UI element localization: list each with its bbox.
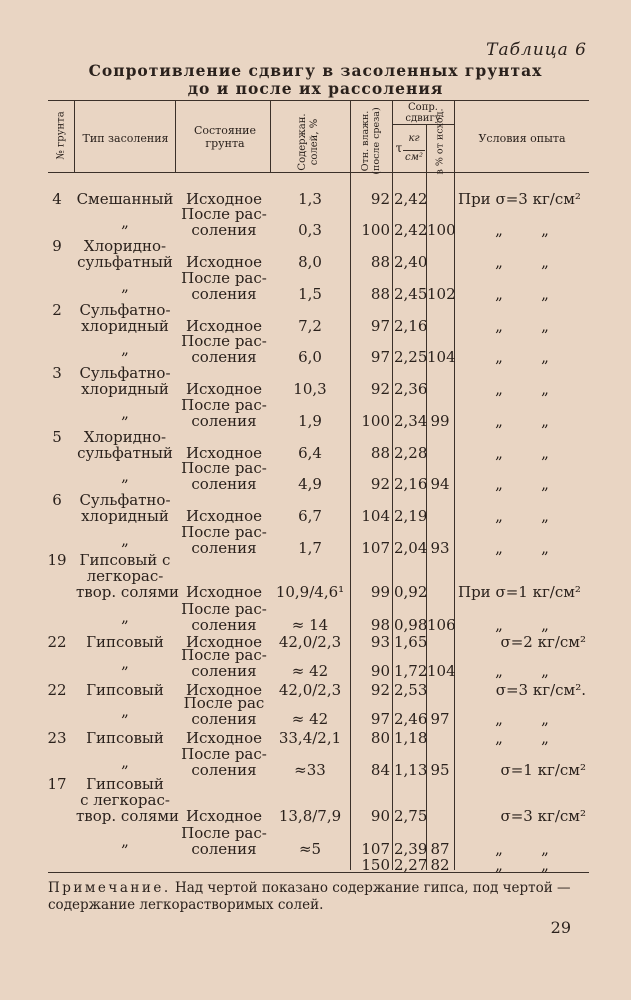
salt-content: 7,2 <box>298 317 322 335</box>
header-shear: Сопр. сдвигу <box>405 102 441 124</box>
test-conditions: „ „ <box>495 412 549 430</box>
percent-of-initial: 104 <box>427 662 456 680</box>
shear-resistance: 2,42 <box>394 190 428 208</box>
test-conditions: σ=3 кг/см². <box>495 681 586 699</box>
relative-humidity: 98 <box>370 616 390 634</box>
soil-state: соления <box>191 475 257 493</box>
salinity-type: хлоридный <box>81 507 169 525</box>
header-state: Состояние грунта <box>193 124 257 150</box>
soil-number: 23 <box>47 729 67 747</box>
soil-state: После рас- <box>181 824 267 842</box>
shear-resistance: 2,16 <box>394 475 428 493</box>
table-subtitle: до и после их рассоления <box>187 79 444 98</box>
salinity-type: „ <box>121 340 129 358</box>
percent-of-initial: 93 <box>430 539 450 557</box>
header-tau-unit-den: см² <box>403 150 425 164</box>
soil-state: После рас- <box>181 745 267 763</box>
relative-humidity: 93 <box>370 633 390 651</box>
soil-state: Исходное <box>185 633 263 651</box>
soil-state: После рас- <box>181 523 267 541</box>
header-tau: τ <box>395 141 403 155</box>
test-conditions: „ „ <box>495 616 549 634</box>
soil-number: 19 <box>47 551 67 569</box>
test-conditions: σ=3 кг/см² <box>500 807 586 825</box>
soil-state: соления <box>191 285 257 303</box>
col-line <box>74 100 75 172</box>
salinity-type: „ <box>121 531 129 549</box>
shear-resistance: 2,39 <box>394 840 428 858</box>
salinity-type: Хлоридно- <box>83 237 167 255</box>
test-conditions: „ „ <box>495 856 549 874</box>
footnote-text: Над чертой показано содержание гипса, под чертой — содержание легкорастворимых солей. <box>48 880 571 913</box>
test-conditions: „ „ <box>495 840 549 858</box>
relative-humidity: 92 <box>370 380 390 398</box>
relative-humidity: 90 <box>370 807 390 825</box>
shear-resistance: 2,34 <box>394 412 428 430</box>
salt-content: 10,3 <box>293 380 327 398</box>
percent-of-initial: 104 <box>427 348 456 366</box>
shear-resistance: 2,16 <box>394 317 428 335</box>
salt-content: 4,9 <box>298 475 322 493</box>
test-conditions: „ „ <box>495 475 549 493</box>
test-conditions: „ „ <box>495 317 549 335</box>
soil-state: Исходное <box>185 317 263 335</box>
shear-resistance: 2,28 <box>394 444 428 462</box>
soil-number: 4 <box>52 190 62 208</box>
salinity-type: „ <box>121 702 129 720</box>
salt-content: 42,0/2,3 <box>278 633 342 651</box>
shear-resistance: 1,65 <box>394 633 428 651</box>
test-conditions: σ=2 кг/см² <box>500 633 586 651</box>
salinity-type: твор. солями <box>76 807 180 825</box>
salinity-type: хлоридный <box>81 380 169 398</box>
shear-resistance: 2,27 <box>394 856 428 874</box>
salt-content: 42,0/2,3 <box>278 681 342 699</box>
relative-humidity: 80 <box>370 729 390 747</box>
salinity-type: хлоридный <box>81 317 169 335</box>
salinity-type: с легкорас- <box>80 791 170 809</box>
soil-state: После рас- <box>181 269 267 287</box>
col-line <box>270 100 271 172</box>
soil-number: 5 <box>52 428 62 446</box>
salt-content: 6,7 <box>298 507 322 525</box>
salt-content: 1,7 <box>298 539 322 557</box>
relative-humidity: 97 <box>370 710 390 728</box>
soil-state: соления <box>191 710 257 728</box>
salinity-type: „ <box>121 832 129 850</box>
salinity-type: Гипсовый <box>86 775 164 793</box>
soil-state: После рас- <box>181 600 267 618</box>
salt-content: ≈5 <box>298 840 322 858</box>
relative-humidity: 99 <box>370 583 390 601</box>
relative-humidity: 92 <box>370 190 390 208</box>
soil-state: После рас- <box>181 646 267 664</box>
test-conditions: „ „ <box>495 221 549 239</box>
relative-humidity: 97 <box>370 317 390 335</box>
shear-resistance: 2,42 <box>394 221 428 239</box>
percent-of-initial: 100 <box>427 221 456 239</box>
soil-state: соления <box>191 662 257 680</box>
footnote-label: Примечание. <box>48 880 171 896</box>
salinity-type: „ <box>121 404 129 422</box>
percent-of-initial: 95 <box>430 761 450 779</box>
salinity-type: сульфатный <box>77 253 173 271</box>
col-line <box>175 100 176 172</box>
test-conditions: „ „ <box>495 662 549 680</box>
relative-humidity: 84 <box>370 761 390 779</box>
soil-state: Исходное <box>185 583 263 601</box>
relative-humidity: 92 <box>370 681 390 699</box>
table-label: Таблица 6 <box>486 40 587 60</box>
salt-content: 1,5 <box>298 285 322 303</box>
header-humidity: Отн. влажн. (после среза) <box>360 107 382 175</box>
soil-number: 22 <box>47 681 67 699</box>
salinity-type: Сульфатно- <box>79 301 171 319</box>
percent-of-initial: 97 <box>430 710 450 728</box>
header-num: № грунта <box>55 111 67 160</box>
shear-resistance: 1,13 <box>394 761 428 779</box>
salinity-type: Хлоридно- <box>83 428 167 446</box>
soil-state: соления <box>191 761 257 779</box>
salt-content: 1,9 <box>298 412 322 430</box>
salinity-type: Гипсовый <box>86 681 164 699</box>
relative-humidity: 150 <box>361 856 390 874</box>
salt-content: 6,4 <box>298 444 322 462</box>
relative-humidity: 107 <box>361 840 390 858</box>
relative-humidity: 92 <box>370 475 390 493</box>
relative-humidity: 100 <box>361 412 390 430</box>
salt-content: ≈ 42 <box>291 662 329 680</box>
shear-resistance: 2,75 <box>394 807 428 825</box>
soil-state: Исходное <box>185 807 263 825</box>
soil-state: соления <box>191 412 257 430</box>
salinity-type: Гипсовый с <box>79 551 171 569</box>
soil-state: Исходное <box>185 380 263 398</box>
test-conditions: „ „ <box>495 729 549 747</box>
salt-content: ≈ 42 <box>291 710 329 728</box>
relative-humidity: 100 <box>361 221 390 239</box>
salinity-type: Сульфатно- <box>79 364 171 382</box>
salt-content: 8,0 <box>298 253 322 271</box>
soil-state: Исходное <box>185 681 263 699</box>
header-conditions: Условия опыта <box>478 132 566 145</box>
test-conditions: „ „ <box>495 710 549 728</box>
salt-content: 6,0 <box>298 348 322 366</box>
header-tau-unit-num: кг <box>408 133 420 144</box>
test-conditions: „ „ <box>495 380 549 398</box>
col-line <box>350 100 351 870</box>
shear-resistance: 2,04 <box>394 539 428 557</box>
salinity-type: твор. солями <box>76 583 180 601</box>
soil-number: 22 <box>47 633 67 651</box>
soil-state: После рас- <box>181 332 267 350</box>
col-line <box>392 100 393 870</box>
salinity-type: „ <box>121 277 129 295</box>
footnote <box>48 880 588 914</box>
percent-of-initial: 99 <box>430 412 450 430</box>
col-line <box>454 100 455 870</box>
salt-content: 10,9/4,6¹ <box>275 583 345 601</box>
percent-of-initial: 94 <box>430 475 450 493</box>
soil-state: После рас- <box>181 396 267 414</box>
test-conditions: „ „ <box>495 539 549 557</box>
soil-number: 9 <box>52 237 62 255</box>
soil-number: 6 <box>52 491 62 509</box>
header-type: Тип засоления <box>82 132 169 145</box>
test-conditions: „ „ <box>495 348 549 366</box>
salinity-type: „ <box>121 753 129 771</box>
shear-resistance: 2,36 <box>394 380 428 398</box>
soil-state: Исходное <box>185 253 263 271</box>
test-conditions: „ „ <box>495 444 549 462</box>
salt-content: 1,3 <box>298 190 322 208</box>
test-conditions: При σ=1 кг/см² <box>458 583 581 601</box>
shear-resistance: 0,92 <box>394 583 428 601</box>
relative-humidity: 97 <box>370 348 390 366</box>
header-salt: Содержан. солей, % <box>297 113 320 171</box>
shear-resistance: 2,40 <box>394 253 428 271</box>
table-bottom-rule <box>48 872 589 873</box>
soil-state: Исходное <box>185 190 263 208</box>
relative-humidity: 88 <box>370 285 390 303</box>
test-conditions: „ „ <box>495 285 549 303</box>
soil-number: 17 <box>47 775 67 793</box>
shear-resistance: 2,45 <box>394 285 428 303</box>
salt-content: 0,3 <box>298 221 322 239</box>
soil-state: соления <box>191 539 257 557</box>
salinity-type: Гипсовый <box>86 729 164 747</box>
salt-content: 13,8/7,9 <box>278 807 342 825</box>
shear-resistance: 2,46 <box>394 710 428 728</box>
shear-resistance: 2,25 <box>394 348 428 366</box>
salinity-type: Смешанный <box>76 190 174 208</box>
soil-state: После рас <box>183 694 265 712</box>
percent-of-initial: 82 <box>430 856 450 874</box>
shear-resistance: 2,53 <box>394 681 428 699</box>
relative-humidity: 107 <box>361 539 390 557</box>
percent-of-initial: 102 <box>427 285 456 303</box>
soil-number: 2 <box>52 301 62 319</box>
soil-state: соления <box>191 348 257 366</box>
test-conditions: При σ=3 кг/см² <box>458 190 581 208</box>
soil-state: соления <box>191 840 257 858</box>
page-number: 29 <box>550 918 571 937</box>
shear-resistance: 2,19 <box>394 507 428 525</box>
shear-resistance: 1,18 <box>394 729 428 747</box>
soil-state: Исходное <box>185 507 263 525</box>
relative-humidity: 90 <box>370 662 390 680</box>
soil-number: 3 <box>52 364 62 382</box>
salinity-type: „ <box>121 654 129 672</box>
percent-of-initial: 106 <box>427 616 456 634</box>
salt-content: ≈ 14 <box>291 616 329 634</box>
soil-state: Исходное <box>185 729 263 747</box>
soil-state: соления <box>191 616 257 634</box>
percent-of-initial: 87 <box>430 840 450 858</box>
salinity-type: „ <box>121 213 129 231</box>
soil-state: После рас- <box>181 459 267 477</box>
relative-humidity: 104 <box>361 507 390 525</box>
relative-humidity: 88 <box>370 253 390 271</box>
table-title: Сопротивление сдвигу в засоленных грунтах <box>88 61 543 80</box>
test-conditions: „ „ <box>495 253 549 271</box>
salt-content: 33,4/2,1 <box>278 729 342 747</box>
test-conditions: σ=1 кг/см² <box>500 761 586 779</box>
header-percent: в % от исход. <box>434 108 446 175</box>
test-conditions: „ „ <box>495 507 549 525</box>
shear-resistance: 1,72 <box>394 662 428 680</box>
salinity-type: легкорас- <box>86 567 164 585</box>
soil-state: Исходное <box>185 444 263 462</box>
soil-state: После рас- <box>181 205 267 223</box>
salinity-type: сульфатный <box>77 444 173 462</box>
salinity-type: „ <box>121 467 129 485</box>
soil-state: соления <box>191 221 257 239</box>
shear-resistance: 0,98 <box>394 616 428 634</box>
salinity-type: Гипсовый <box>86 633 164 651</box>
salt-content: ≈33 <box>294 761 326 779</box>
salinity-type: Сульфатно- <box>79 491 171 509</box>
relative-humidity: 88 <box>370 444 390 462</box>
salinity-type: „ <box>121 608 129 626</box>
